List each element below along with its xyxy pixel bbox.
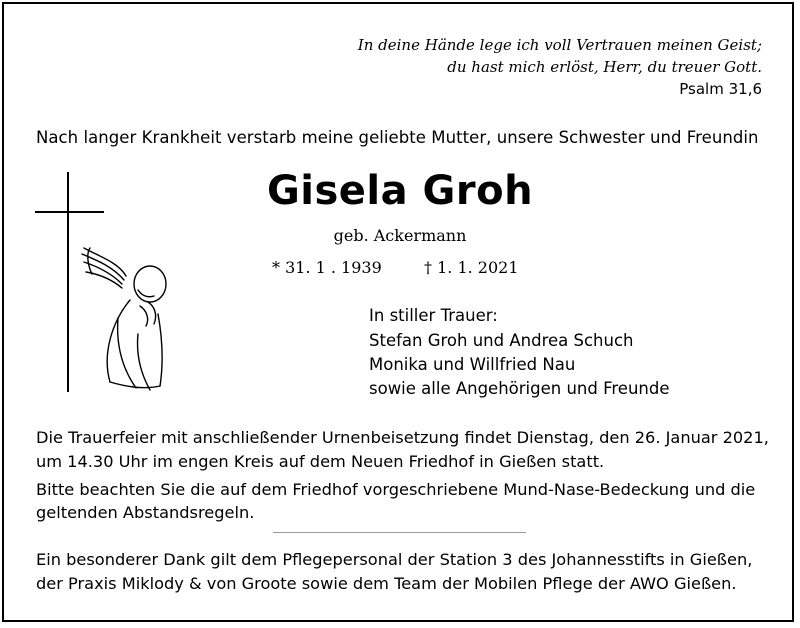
mourner-line: Monika und Willfried Nau [369,355,576,374]
mourner-line: Stefan Groh und Andrea Schuch [369,331,634,350]
funeral-line-4: geltenden Abstandsregeln. [36,503,255,522]
death-date: † 1. 1. 2021 [424,258,519,277]
psalm-reference: Psalm 31,6 [679,80,762,98]
thanks-line-2: der Praxis Miklody & von Groote sowie dem Team der Mobilen Pflege der AWO Gießen. [36,574,737,593]
mourners-heading: In stiller Trauer: [369,306,498,325]
funeral-line-2: um 14.30 Uhr im engen Kreis auf dem Neuen Friedhof in Gießen statt. [36,452,605,471]
psalm-line-1: In deine Hände lege ich voll Vertrauen meinen Geist; [357,36,762,54]
funeral-line-1: Die Trauerfeier mit anschließender Urnenbeisetzung findet Dienstag, den 26. Januar 2021, [36,428,769,447]
psalm-line-2: du hast mich erlöst, Herr, du treuer Gott. [447,58,762,76]
divider-line [273,532,526,533]
birth-date: * 31. 1 . 1939 [272,258,382,277]
mourner-line: sowie alle Angehörigen und Freunde [369,379,670,398]
intro-text: Nach langer Krankheit verstarb meine geliebte Mutter, unsere Schwester und Freundin [36,128,759,147]
funeral-line-3: Bitte beachten Sie die auf dem Friedhof vorgeschriebene Mund-Nase-Bedeckung und die [36,480,756,499]
angel-icon [78,244,178,394]
deceased-name: Gisela Groh [266,168,534,214]
maiden-name: geb. Ackermann [333,226,467,245]
thanks-line-1: Ein besonderer Dank gilt dem Pflegepersonal der Station 3 des Johannesstifts in Gießen, [36,550,753,569]
